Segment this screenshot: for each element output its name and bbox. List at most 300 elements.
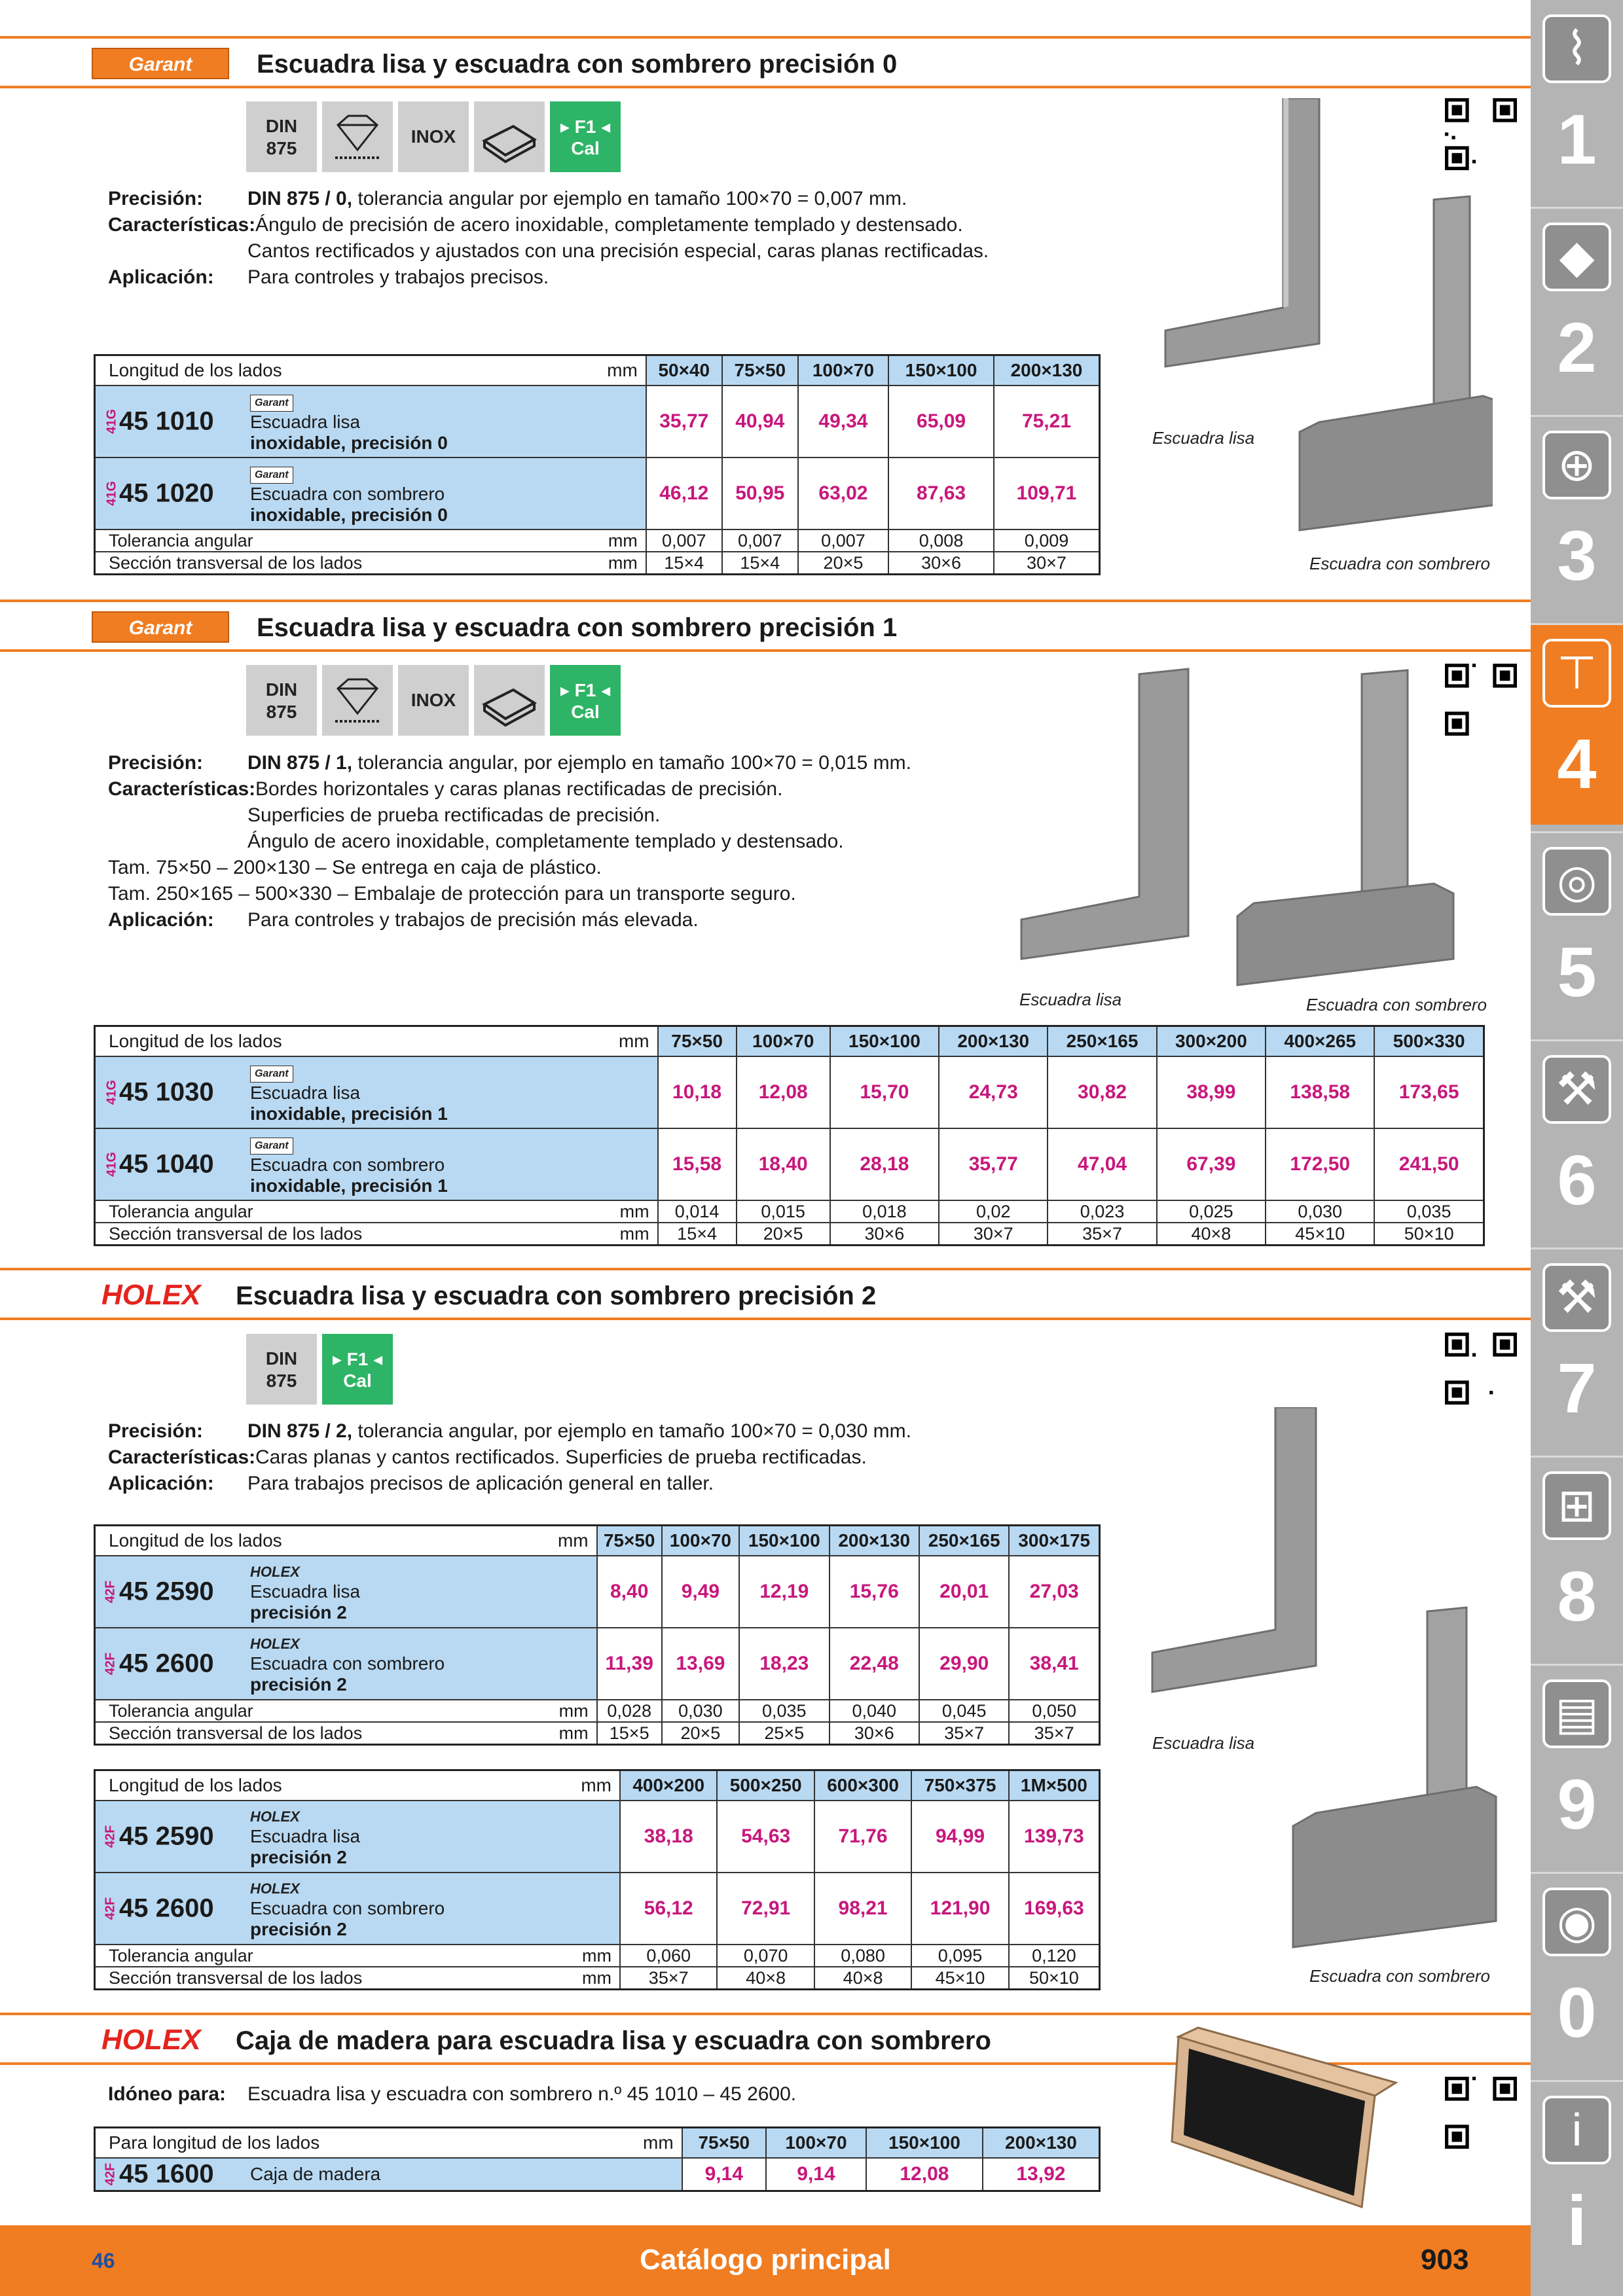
value-cell: 30×6 xyxy=(830,1223,939,1246)
header-label: Longitud de los lados xyxy=(95,355,585,386)
qr-code xyxy=(1445,2077,1517,2149)
price-table-precision-0 xyxy=(94,354,1101,575)
article-cell xyxy=(95,1628,247,1700)
price-cell: 50,95 xyxy=(722,457,798,529)
product-name: Escuadra con sombrero xyxy=(250,1653,445,1674)
din-badge: DIN 875 xyxy=(246,665,317,736)
chapter-tab-1[interactable] xyxy=(1531,0,1623,200)
value-cell: 35×7 xyxy=(1048,1223,1156,1246)
cross-section-row xyxy=(95,1223,1484,1246)
section-title: Escuadra lisa y escuadra con sombrero precisión 1 xyxy=(257,613,898,642)
price-cell: 38,41 xyxy=(1009,1628,1099,1700)
value-cell: 40×8 xyxy=(1157,1223,1266,1246)
size-cell: 100×70 xyxy=(662,1526,739,1556)
size-header-row xyxy=(95,2128,1100,2159)
angular-tolerance-row xyxy=(95,529,1100,552)
article-number: 45 2590 xyxy=(119,1821,214,1851)
value-cell: 0,045 xyxy=(919,1700,1009,1722)
garant-mini-logo: Garant xyxy=(250,1138,293,1155)
price-table-precision-2-large xyxy=(94,1769,1101,1990)
tab-divider xyxy=(1531,1247,1623,1249)
price-cell: 24,73 xyxy=(939,1056,1048,1128)
price-cell: 12,08 xyxy=(737,1056,830,1128)
price-table-precision-2-small xyxy=(94,1524,1101,1746)
tab-divider xyxy=(1531,415,1623,417)
size-cell: 400×265 xyxy=(1266,1026,1374,1057)
article-cell xyxy=(95,1801,247,1873)
article-number: 45 1600 xyxy=(119,2159,214,2189)
chapter-tab-2[interactable] xyxy=(1531,208,1623,408)
section-title: Escuadra lisa y escuadra con sombrero precisión 2 xyxy=(236,1282,877,1310)
price-cell: 67,39 xyxy=(1157,1128,1266,1200)
value-cell: 0,030 xyxy=(662,1700,739,1722)
unit-label: mm xyxy=(621,2128,682,2159)
product-name: Escuadra con sombrero xyxy=(250,1898,445,1918)
price-cell: 109,71 xyxy=(994,457,1100,529)
price-cell: 139,73 xyxy=(1009,1801,1100,1873)
size-cell: 75×50 xyxy=(658,1026,737,1057)
price-cell: 15,76 xyxy=(830,1556,919,1628)
article-number: 45 2600 xyxy=(119,1649,214,1678)
value-cell: 0,023 xyxy=(1048,1200,1156,1223)
unit-label: mm xyxy=(585,552,646,575)
value-cell: 0,035 xyxy=(739,1700,829,1722)
product-row xyxy=(95,1128,1484,1200)
price-cell: 138,58 xyxy=(1266,1056,1374,1128)
article-number: 45 1030 xyxy=(119,1077,214,1107)
price-cell: 75,21 xyxy=(994,386,1100,457)
product-row xyxy=(95,2158,1100,2191)
size-cell: 1M×500 xyxy=(1009,1770,1100,1801)
size-cell: 500×250 xyxy=(717,1770,814,1801)
price-cell: 121,90 xyxy=(911,1873,1008,1945)
unit-label: mm xyxy=(536,1526,597,1556)
tab-divider xyxy=(1531,623,1623,625)
angular-tolerance-row xyxy=(95,1945,1100,1967)
chapter-number: 4 xyxy=(1557,724,1597,803)
chapter-tab-0[interactable] xyxy=(1531,1873,1623,2073)
value-cell: 15×4 xyxy=(722,552,798,575)
price-cell: 47,04 xyxy=(1048,1128,1156,1200)
value-cell: 50×10 xyxy=(1009,1967,1100,1990)
holex-mini-logo: HOLEX xyxy=(250,1636,300,1652)
feature-icons xyxy=(246,665,626,736)
price-cell: 9,14 xyxy=(766,2158,866,2191)
page-number-left: 46 xyxy=(92,2249,115,2272)
product-image-squares xyxy=(1015,668,1473,995)
tool-cabinet-icon: ▤ xyxy=(1542,1679,1611,1748)
tab-divider xyxy=(1531,1872,1623,1874)
description-cell xyxy=(246,1056,658,1128)
article-cell xyxy=(95,386,247,457)
price-table-wooden-box xyxy=(94,2126,1101,2192)
unit-label: mm xyxy=(585,355,646,386)
value-cell: 0,008 xyxy=(888,529,994,552)
tab-divider xyxy=(1531,207,1623,209)
price-cell: 12,19 xyxy=(739,1556,829,1628)
caption-shoulder-square: Escuadra con sombrero xyxy=(1309,1966,1491,1986)
value-cell: 0,018 xyxy=(830,1200,939,1223)
chapter-tab-9[interactable] xyxy=(1531,1665,1623,1865)
value-cell: 0,007 xyxy=(646,529,722,552)
chapter-number: 1 xyxy=(1557,99,1597,179)
row-label: Sección transversal de los lados xyxy=(95,1722,536,1745)
group-code: 42F xyxy=(103,1897,118,1920)
header-label: Longitud de los lados xyxy=(95,1526,536,1556)
caption-plain-square: Escuadra lisa xyxy=(1152,428,1255,448)
chapter-number: 0 xyxy=(1557,1973,1597,2052)
description-block: Precisión: DIN 875 / 0, tolerancia angular por ejemplo en tamaño 100×70 = 0,007 mm. Características: Ángulo de precisión de acero inoxidable, completamente templado y destensado. Cantos rectificados y ajustados con una precisión especial, caras planas rectificadas. Aplicación: Para controles y trabajos precisos. xyxy=(108,188,989,288)
value-cell: 0,120 xyxy=(1009,1945,1100,1967)
size-cell: 600×300 xyxy=(814,1770,911,1801)
price-cell: 38,18 xyxy=(620,1801,717,1873)
product-row xyxy=(95,386,1100,457)
price-cell: 169,63 xyxy=(1009,1873,1100,1945)
size-cell: 200×130 xyxy=(830,1526,919,1556)
price-cell: 15,58 xyxy=(658,1128,737,1200)
workbench-tools-icon: ⊞ xyxy=(1542,1471,1611,1540)
product-variant: inoxidable, precisión 1 xyxy=(250,1103,448,1124)
description-block: Idóneo para: Escuadra lisa y escuadra con sombrero n.º 45 1010 – 45 2600. xyxy=(108,2083,797,2105)
calibration-badge: ▸ F1 ◂ Cal xyxy=(550,665,621,736)
value-cell: 20×5 xyxy=(737,1223,830,1246)
header-label: Longitud de los lados xyxy=(95,1026,597,1057)
inox-badge: INOX xyxy=(398,101,469,172)
description-cell xyxy=(246,1873,620,1945)
info-icon: i xyxy=(1542,2096,1611,2164)
size-cell: 500×330 xyxy=(1374,1026,1484,1057)
unit-label: mm xyxy=(559,1770,620,1801)
holex-mini-logo: HOLEX xyxy=(250,1564,300,1580)
value-cell: 45×10 xyxy=(1266,1223,1374,1246)
value-cell: 0,025 xyxy=(1157,1200,1266,1223)
price-cell: 54,63 xyxy=(717,1801,814,1873)
chapter-tab-4[interactable] xyxy=(1531,624,1623,825)
size-cell: 200×130 xyxy=(983,2128,1100,2159)
price-cell: 20,01 xyxy=(919,1556,1009,1628)
angular-tolerance-row xyxy=(95,1700,1100,1722)
row-label: Sección transversal de los lados xyxy=(95,552,585,575)
caption-plain-square: Escuadra lisa xyxy=(1019,990,1122,1009)
product-variant: inoxidable, precisión 0 xyxy=(250,505,448,525)
row-label: Tolerancia angular xyxy=(95,1945,560,1967)
unit-label: mm xyxy=(536,1722,597,1745)
article-number: 45 1020 xyxy=(119,478,214,508)
size-cell: 100×70 xyxy=(798,355,888,386)
chapter-number: 7 xyxy=(1557,1348,1597,1427)
tool-holder-icon: ⊕ xyxy=(1542,431,1611,499)
angular-tolerance-row xyxy=(95,1200,1484,1223)
value-cell: 35×7 xyxy=(919,1722,1009,1745)
description-cell xyxy=(246,1128,658,1200)
size-cell: 300×200 xyxy=(1157,1026,1266,1057)
unit-label: mm xyxy=(597,1026,658,1057)
chapter-tab-6[interactable] xyxy=(1531,1041,1623,1241)
tab-divider xyxy=(1531,831,1623,833)
header-label: Para longitud de los lados xyxy=(95,2128,621,2159)
value-cell: 0,070 xyxy=(717,1945,814,1967)
feature-icons xyxy=(246,1334,397,1405)
size-cell: 150×100 xyxy=(888,355,994,386)
value-cell: 20×5 xyxy=(798,552,888,575)
feature-icons xyxy=(246,101,626,172)
price-cell: 241,50 xyxy=(1374,1128,1484,1200)
chapter-tab-7[interactable] xyxy=(1531,1249,1623,1449)
price-cell: 87,63 xyxy=(888,457,994,529)
description-block: Precisión: DIN 875 / 1, tolerancia angular, por ejemplo en tamaño 100×70 = 0,015 mm. Características: Bordes horizontales y caras planas rectificadas de precisión. Superficies de prueba rectificadas de precisión. Ángulo de acero inoxidable, completamente templado y destensado. Tam. 75×50 – 200×130 – Se entrega en caja de plástico. Tam. 250×165 – 500×330 – Embalaje de protección para un transporte seguro. Aplicación: Para controles y trabajos de precisión más elevada. xyxy=(108,752,911,931)
price-cell: 11,39 xyxy=(597,1628,662,1700)
value-cell: 0,040 xyxy=(830,1700,919,1722)
size-cell: 100×70 xyxy=(737,1026,830,1057)
article-number: 45 1040 xyxy=(119,1149,214,1179)
value-cell: 50×10 xyxy=(1374,1223,1484,1246)
safety-goggles-icon: ◉ xyxy=(1542,1888,1611,1956)
size-cell: 200×130 xyxy=(939,1026,1048,1057)
price-cell: 35,77 xyxy=(646,386,722,457)
price-cell: 46,12 xyxy=(646,457,722,529)
wrench-screwdriver-icon: ⚒ xyxy=(1542,1055,1611,1124)
price-table-precision-1 xyxy=(94,1025,1485,1246)
size-header-row xyxy=(95,355,1100,386)
chapter-number: 2 xyxy=(1557,308,1597,387)
size-cell: 150×100 xyxy=(739,1526,829,1556)
product-image-squares xyxy=(1152,98,1493,550)
cross-section-row xyxy=(95,1722,1100,1745)
calibration-badge: ▸ F1 ◂ Cal xyxy=(550,101,621,172)
product-variant: precisión 2 xyxy=(250,1847,347,1867)
value-cell: 0,014 xyxy=(658,1200,737,1223)
diamond-icon xyxy=(322,101,393,172)
value-cell: 15×5 xyxy=(597,1722,662,1745)
article-number: 45 1010 xyxy=(119,406,214,436)
article-number: 45 2590 xyxy=(119,1577,214,1606)
group-code: 42F xyxy=(103,1825,118,1848)
product-name: Escuadra lisa xyxy=(250,1083,361,1103)
group-code: 41G xyxy=(104,1080,119,1105)
chapter-tab-3[interactable] xyxy=(1531,416,1623,617)
price-cell: 8,40 xyxy=(597,1556,662,1628)
description-cell xyxy=(246,457,646,529)
value-cell: 35×7 xyxy=(1009,1722,1099,1745)
price-cell: 94,99 xyxy=(911,1801,1008,1873)
chapter-tab-5[interactable] xyxy=(1531,833,1623,1033)
caption-shoulder-square: Escuadra con sombrero xyxy=(1309,554,1491,573)
size-cell: 750×375 xyxy=(911,1770,1008,1801)
garant-logo: Garant xyxy=(92,48,229,79)
holex-mini-logo: HOLEX xyxy=(250,1808,300,1825)
garant-mini-logo: Garant xyxy=(250,395,293,412)
price-cell: 72,91 xyxy=(717,1873,814,1945)
price-cell: 40,94 xyxy=(722,386,798,457)
caliper-icon: ⊤ xyxy=(1542,639,1611,708)
product-name: Escuadra lisa xyxy=(250,1826,361,1846)
size-cell: 100×70 xyxy=(766,2128,866,2159)
article-cell xyxy=(95,2158,247,2191)
price-cell: 63,02 xyxy=(798,457,888,529)
tab-divider xyxy=(1531,2080,1623,2082)
value-cell: 0,095 xyxy=(911,1945,1008,1967)
size-cell: 400×200 xyxy=(620,1770,717,1801)
chapter-number: 9 xyxy=(1557,1765,1597,1844)
price-cell: 15,70 xyxy=(830,1056,939,1128)
size-cell: 50×40 xyxy=(646,355,722,386)
group-code: 42F xyxy=(103,1580,118,1604)
unit-label: mm xyxy=(559,1967,620,1990)
product-variant: inoxidable, precisión 0 xyxy=(250,433,448,453)
article-number: 45 2600 xyxy=(119,1893,214,1923)
price-cell: 29,90 xyxy=(919,1628,1009,1700)
product-variant: inoxidable, precisión 1 xyxy=(250,1175,448,1196)
size-cell: 75×50 xyxy=(722,355,798,386)
chapter-tab-i[interactable] xyxy=(1531,2081,1623,2282)
row-label: Tolerancia angular xyxy=(95,529,585,552)
value-cell: 0,02 xyxy=(939,1200,1048,1223)
holex-logo: HOLEX xyxy=(101,1279,201,1311)
row-label: Sección transversal de los lados xyxy=(95,1223,597,1246)
size-header-row xyxy=(95,1026,1484,1057)
product-row xyxy=(95,1556,1100,1628)
description-cell xyxy=(246,1628,597,1700)
saw-blade-icon: ◎ xyxy=(1542,847,1611,916)
section-title: Escuadra lisa y escuadra con sombrero precisión 0 xyxy=(257,50,898,79)
pliers-hammer-icon: ⚒ xyxy=(1542,1263,1611,1332)
drill-bit-icon: ⌇ xyxy=(1542,14,1611,83)
diamond-icon xyxy=(322,665,393,736)
garant-logo: Garant xyxy=(92,611,229,643)
cutting-insert-icon: ◆ xyxy=(1542,223,1611,291)
tab-divider xyxy=(1531,1039,1623,1041)
value-cell: 0,080 xyxy=(814,1945,911,1967)
description-block: Precisión: DIN 875 / 2, tolerancia angular, por ejemplo en tamaño 100×70 = 0,030 mm. Características: Caras planas y cantos rectificados. Superficies de prueba rectificadas. Aplicación: Para trabajos precisos de aplicación general en taller. xyxy=(108,1420,911,1494)
price-cell: 28,18 xyxy=(830,1128,939,1200)
chapter-tab-8[interactable] xyxy=(1531,1457,1623,1657)
product-variant: precisión 2 xyxy=(250,1674,347,1695)
product-row xyxy=(95,1873,1100,1945)
row-label: Tolerancia angular xyxy=(95,1200,597,1223)
unit-label: mm xyxy=(597,1200,658,1223)
description-cell xyxy=(246,1801,620,1873)
garant-mini-logo: Garant xyxy=(250,1066,293,1083)
article-cell xyxy=(95,457,247,529)
price-cell: 56,12 xyxy=(620,1873,717,1945)
section-header-precision-0 xyxy=(0,36,1531,88)
value-cell: 0,009 xyxy=(994,529,1100,552)
price-cell: 27,03 xyxy=(1009,1556,1099,1628)
price-cell: 22,48 xyxy=(830,1628,919,1700)
description-cell xyxy=(246,1556,597,1628)
unit-label: mm xyxy=(559,1945,620,1967)
group-code: 42F xyxy=(103,2162,118,2186)
page-footer xyxy=(0,2225,1531,2296)
product-name: Caja de madera xyxy=(250,2164,381,2184)
holex-mini-logo: HOLEX xyxy=(250,1880,300,1897)
value-cell: 0,028 xyxy=(597,1700,662,1722)
section-header-precision-1 xyxy=(0,600,1531,652)
value-cell: 0,007 xyxy=(722,529,798,552)
value-cell: 45×10 xyxy=(911,1967,1008,1990)
caption-shoulder-square: Escuadra con sombrero xyxy=(1306,995,1487,1014)
price-cell: 173,65 xyxy=(1374,1056,1484,1128)
value-cell: 40×8 xyxy=(717,1967,814,1990)
product-row xyxy=(95,1801,1100,1873)
article-cell xyxy=(95,1556,247,1628)
chapter-number: 5 xyxy=(1557,932,1597,1011)
size-cell: 250×165 xyxy=(919,1526,1009,1556)
price-cell: 65,09 xyxy=(888,386,994,457)
header-label: Longitud de los lados xyxy=(95,1770,560,1801)
size-cell: 200×130 xyxy=(994,355,1100,386)
value-cell: 0,015 xyxy=(737,1200,830,1223)
price-cell: 18,23 xyxy=(739,1628,829,1700)
product-variant: precisión 2 xyxy=(250,1919,347,1939)
size-cell: 150×100 xyxy=(830,1026,939,1057)
product-row xyxy=(95,1056,1484,1128)
value-cell: 30×6 xyxy=(830,1722,919,1745)
size-header-row xyxy=(95,1770,1100,1801)
din-badge: DIN 875 xyxy=(246,1334,317,1405)
size-cell: 75×50 xyxy=(682,2128,766,2159)
page-number-right: 903 xyxy=(1421,2244,1469,2276)
value-cell: 0,030 xyxy=(1266,1200,1374,1223)
cross-section-row xyxy=(95,1967,1100,1990)
caption-plain-square: Escuadra lisa xyxy=(1152,1733,1255,1753)
product-image-wooden-box xyxy=(1165,2022,1414,2212)
product-name: Escuadra lisa xyxy=(250,412,361,432)
size-cell: 150×100 xyxy=(866,2128,983,2159)
section-header-precision-2 xyxy=(0,1268,1531,1320)
value-cell: 0,060 xyxy=(620,1945,717,1967)
din-badge: DIN 875 xyxy=(246,101,317,172)
value-cell: 0,007 xyxy=(798,529,888,552)
price-cell: 12,08 xyxy=(866,2158,983,2191)
chapter-number: 6 xyxy=(1557,1140,1597,1219)
price-cell: 71,76 xyxy=(814,1801,911,1873)
value-cell: 30×7 xyxy=(994,552,1100,575)
value-cell: 30×6 xyxy=(888,552,994,575)
price-cell: 49,34 xyxy=(798,386,888,457)
unit-label: mm xyxy=(597,1223,658,1246)
description-cell xyxy=(246,2158,682,2191)
tab-divider xyxy=(1531,1456,1623,1458)
group-code: 41G xyxy=(104,1152,119,1177)
size-header-row xyxy=(95,1526,1100,1556)
cross-section-row xyxy=(95,552,1100,575)
size-cell: 300×175 xyxy=(1009,1526,1099,1556)
calibration-badge: ▸ F1 ◂ Cal xyxy=(322,1334,393,1405)
description-cell xyxy=(246,386,646,457)
row-label: Tolerancia angular xyxy=(95,1700,536,1722)
value-cell: 30×7 xyxy=(939,1223,1048,1246)
price-cell: 30,82 xyxy=(1048,1056,1156,1128)
product-name: Escuadra con sombrero xyxy=(250,1155,445,1175)
holex-logo: HOLEX xyxy=(101,2024,201,2056)
section-title: Caja de madera para escuadra lisa y escuadra con sombrero xyxy=(236,2026,991,2055)
product-row xyxy=(95,1628,1100,1700)
group-code: 41G xyxy=(104,481,119,506)
value-cell: 0,035 xyxy=(1374,1200,1484,1223)
unit-label: mm xyxy=(585,529,646,552)
value-cell: 0,050 xyxy=(1009,1700,1099,1722)
value-cell: 25×5 xyxy=(739,1722,829,1745)
article-cell xyxy=(95,1056,247,1128)
chapter-number: i xyxy=(1567,2181,1587,2260)
unit-label: mm xyxy=(536,1700,597,1722)
group-code: 42F xyxy=(103,1652,118,1676)
product-variant: precisión 2 xyxy=(250,1602,347,1623)
inox-badge: INOX xyxy=(398,665,469,736)
product-image-squares xyxy=(1146,1407,1512,1970)
chapter-number: 8 xyxy=(1557,1556,1597,1636)
